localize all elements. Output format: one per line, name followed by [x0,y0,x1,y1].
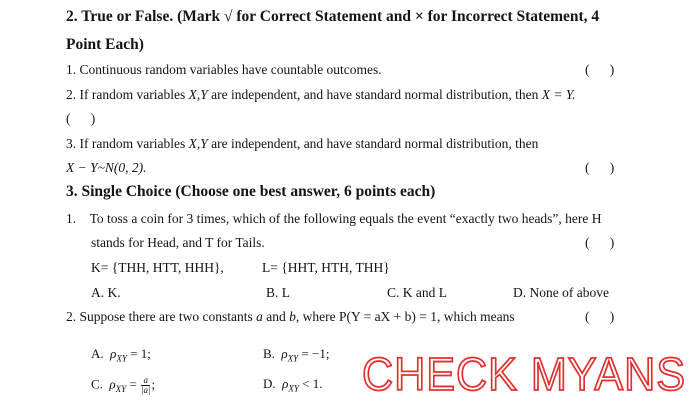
set-k: K= {THH, HTT, HHH}, [91,260,224,275]
section2-heading-line1: 2. True or False. (Mark √ for Correct Statement and × for Incorrect Statement, 4 [66,8,600,25]
mc-question-1-line2: stands for Head, and T for Tails. [91,235,265,250]
answer-a: A. $\rho_{XY} = 1$; [91,346,151,364]
tf-question-3: 3. If random variables X,Y are independent, and have standard normal distribution, then [66,136,539,151]
answer-b: B. $\rho_{XY} = -1$; [263,346,330,364]
set-l: L= {HHT, HTH, THH} [262,260,390,275]
mc-answer-blank-2[interactable]: ( ) [585,309,615,324]
fraction-a-over-abs-a: $\frac{a}{|a|}$ [141,375,151,395]
mc-question-2: 2. Suppose there are two constants a and b, where P(Y = aX + b) = 1, which means [66,309,515,324]
handwriting-text: CHECK MYANS [362,348,686,400]
tf-answer-blank-1[interactable]: ( ) [585,62,615,77]
mc-question-1-line1: 1. To toss a coin for 3 times, which of the following equals the event “exactly two heads”, here H [66,211,602,226]
tf-question-1: 1. Continuous random variables have countable outcomes. [66,62,382,77]
tf-answer-blank-2[interactable]: ( ) [66,111,96,126]
section2-heading-line2: Point Each) [66,36,144,53]
tf-answer-blank-3[interactable]: ( ) [585,160,615,175]
tf-question-3-formula: X − Y~N(0, 2). [66,160,147,175]
answer-d: D. $\rho_{XY} < 1$. [263,376,323,394]
section3-heading: 3. Single Choice (Choose one best answer, 6 points each) [66,183,436,200]
answer-c: C. $\rho_{XY}$ = $\frac{a}{|a|}$ ; [91,375,156,395]
tf-question-2: 2. If random variables X,Y are independent, and have standard normal distribution, then X = Y. [66,87,576,102]
option-b: B. L [266,285,291,300]
option-c: C. K and L [387,285,447,300]
mc-answer-blank-1[interactable]: ( ) [585,235,615,250]
option-a: A. K. [91,285,121,300]
option-d: D. None of above [513,285,609,300]
check-my-answer-handwriting [362,344,692,405]
